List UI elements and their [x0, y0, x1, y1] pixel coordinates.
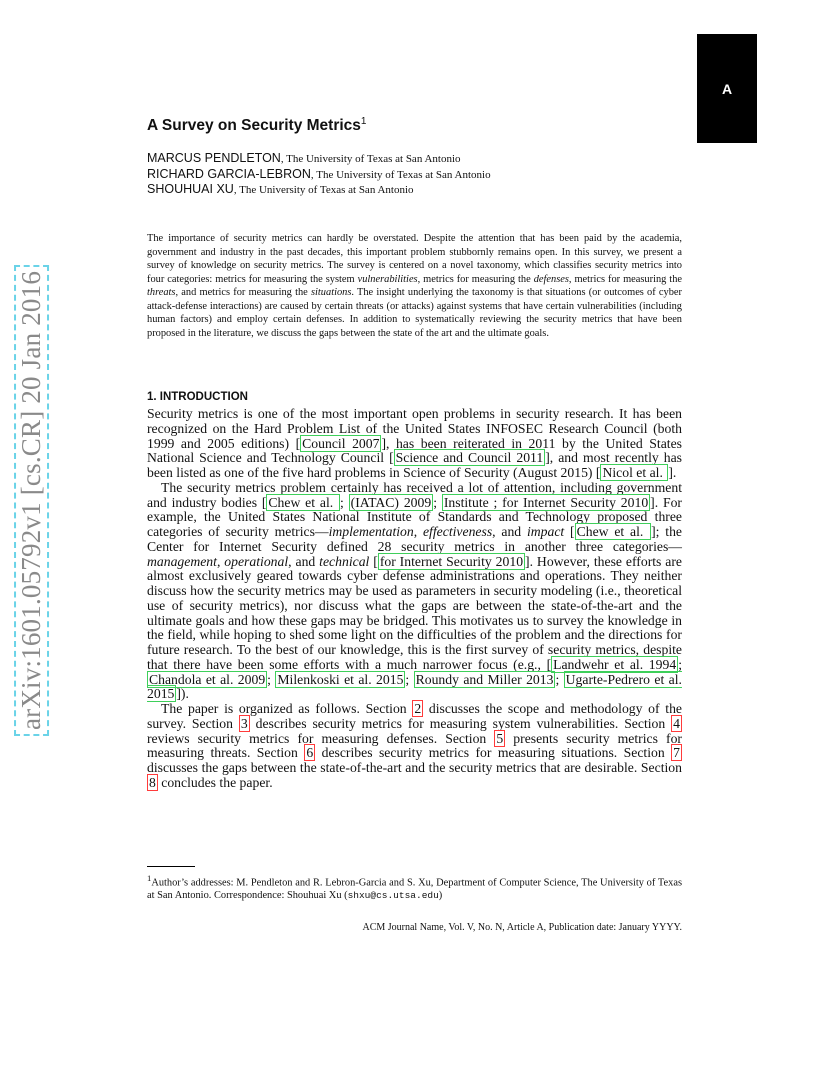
author-list	[147, 151, 682, 198]
text-run: describes security metrics for measuring situations. Section	[315, 745, 672, 761]
abstract-text: , and metrics for measuring the	[175, 287, 311, 298]
emphasis: operational	[224, 553, 289, 569]
author-entry	[147, 151, 682, 167]
author-affiliation: , The University of Texas at San Antonio	[233, 184, 414, 196]
text-run: The paper is organized as follows. Section	[161, 701, 413, 716]
text-run: ;	[555, 671, 564, 687]
footnote-text	[147, 872, 682, 902]
text-run: presents security metrics for measuring threats. Section	[147, 730, 682, 761]
author-entry	[147, 167, 682, 183]
text-run: ;	[678, 656, 682, 672]
citation-link[interactable]: Council 2007	[302, 435, 380, 451]
citation-link[interactable]: Milenkoski et al. 2015	[277, 671, 404, 687]
emphasis: implementation	[328, 524, 414, 539]
text-run: [	[564, 524, 575, 539]
text-run: ], has been reiterated in 2011 by the United States National Science and Technology Council [	[147, 435, 682, 466]
section-ref-link[interactable]: 7	[673, 745, 681, 761]
abstract-text: . The insight underlying the taxonomy is that situations (or outcomes of cyber attack-defense interactions) are caused by certain threats (or attacks) against systems that have certain vulnerabilities (including human factors) and employ certain defenses. In addition to systematically reviewing the security metrics that have been proposed in the literature, we discuss the gaps between the state of the art and the ultimate goals.	[147, 287, 682, 339]
email-address: shxu@cs.utsa.edu	[347, 890, 439, 902]
citation-link[interactable]: Nicol et al.	[602, 465, 667, 480]
title-footnote-mark: 1	[360, 116, 367, 127]
author-affiliation: , The University of Texas at San Antonio	[310, 168, 491, 181]
section-ref-link[interactable]: 3	[240, 715, 248, 731]
text-run: Security metrics is one of the most important open problems in security research. It has been recognized on the Hard Problem List of the United States INFOSEC Research Council (both 1999 and 2005 editions) [	[147, 406, 682, 451]
abstract-emphasis: vulnerabilities	[357, 273, 418, 285]
text-run: describes security metrics for measuring system vulnerabilities. Section	[249, 715, 672, 731]
section-ref-link[interactable]: 8	[149, 774, 156, 790]
text-run: [	[369, 553, 378, 569]
introduction-body	[147, 407, 682, 791]
author-name: RICHARD GARCIA-LEBRON	[147, 166, 311, 181]
author-name: MARCUS PENDLETON	[147, 151, 281, 165]
text-run: ;	[340, 494, 349, 510]
citation-link[interactable]: Chandola et al. 2009	[149, 671, 266, 687]
article-tab	[697, 34, 757, 143]
citation-link[interactable]: Landwehr et al. 1994	[553, 656, 677, 672]
footnote	[147, 872, 682, 902]
text-run: discusses the gaps between the state-of-the-art and the security metrics that are desirable. Section	[147, 760, 682, 775]
text-run: concludes the paper.	[157, 774, 273, 790]
abstract-emphasis: threats	[147, 287, 176, 298]
section-ref-link[interactable]: 6	[306, 745, 314, 761]
citation-link[interactable]: Institute ; for Internet Security 2010	[443, 494, 649, 510]
section-heading: 1. INTRODUCTION	[147, 391, 248, 403]
citation-link[interactable]: Chew et al.	[576, 524, 650, 539]
text-run: discusses the scope and methodology of the survey. Section	[147, 701, 682, 731]
text-run: ,	[413, 524, 423, 539]
text-run: ,	[216, 553, 225, 569]
text-run: ]. For example, the United States National Institute of Standards and Technology proposed three categories of security metrics—	[147, 494, 682, 539]
text-run: ], and most recently has been listed as one of the five hard problems in Science of Security (August 2015) [	[147, 450, 683, 480]
citation-link[interactable]: for Internet Security 2010	[379, 553, 524, 569]
arxiv-stamp	[6, 260, 58, 740]
text-run: , and	[288, 553, 320, 569]
text-run: ]).	[176, 686, 189, 702]
abstract-text: , metrics for measuring the	[417, 273, 534, 285]
journal-footer: ACM Journal Name, Vol. V, No. N, Article A, Publication date: January YYYY.	[362, 922, 682, 933]
abstract-paragraph	[147, 232, 682, 340]
abstract-text: , metrics for measuring the	[568, 273, 682, 285]
citation-link[interactable]: Chew et al.	[268, 494, 339, 510]
paper-title	[147, 116, 682, 135]
title-text: A Survey on Security Metrics	[147, 117, 361, 135]
footnote-mark: 1	[147, 873, 152, 883]
text-run: ].	[668, 465, 677, 480]
citation-link[interactable]: Ugarte-Pedrero et al. 2015	[147, 671, 682, 702]
section-ref-link[interactable]: 2	[414, 701, 422, 716]
author-name: SHOUHUAI XU	[147, 182, 234, 196]
emphasis: management	[147, 553, 217, 569]
arxiv-id: arXiv:1601.05792v1 [cs.CR] 20 Jan 2016	[15, 264, 50, 735]
paragraph	[147, 481, 682, 702]
footnote-rule	[147, 866, 195, 867]
citation-link[interactable]: (IATAC) 2009	[350, 494, 432, 510]
abstract	[147, 232, 682, 340]
citation-link[interactable]: Science and Council 2011	[395, 450, 544, 466]
paragraph	[147, 407, 682, 481]
abstract-text: The importance of security metrics can hardly be overstated. Despite the attention that has been paid by the academia, government and industry in the past decades, this important problem stubbornly remains open. In this survey, we present a survey of knowledge on security metrics. The survey is centered on a novel taxonomy, which classifies security metrics into four categories: metrics for measuring the system	[147, 233, 682, 285]
abstract-emphasis: situations	[310, 287, 352, 298]
section-ref-link[interactable]: 4	[673, 715, 680, 731]
article-letter: A	[721, 80, 733, 97]
section-ref-link[interactable]: 5	[496, 730, 504, 746]
text-run: The security metrics problem certainly has received a lot of attention, including government and industry bodies [	[147, 479, 682, 510]
author-entry	[147, 182, 682, 198]
text-run: reviews security metrics for measuring defenses. Section	[147, 730, 495, 746]
text-run: ;	[433, 494, 442, 510]
author-affiliation: , The University of Texas at San Antonio	[280, 153, 461, 165]
abstract-emphasis: defenses	[533, 273, 569, 285]
text-run: , and	[492, 524, 527, 539]
emphasis: effectiveness	[422, 524, 493, 539]
text-run: ;	[405, 671, 414, 687]
text-run: )	[438, 890, 443, 902]
text-run: Author’s addresses: M. Pendleton and R. Lebron-Garcia and S. Xu, Department of Computer Science, The University of Texas at San Antonio. Correspondence: Shouhuai Xu (	[147, 877, 682, 902]
paragraph	[147, 702, 682, 791]
citation-link[interactable]: Roundy and Miller 2013	[415, 671, 554, 687]
text-run: ]; the Center for Internet Security defined 28 security metrics in another three categories—	[147, 524, 683, 554]
text-run: ;	[267, 671, 276, 687]
text-run: ]. However, these efforts are almost exclusively geared towards cyber defense administrations and operations. They neither discuss how the security metrics may be used as parameters in security modeling (i.e., theoretical use of security metrics), nor discuss what the gaps are between the state-of-the-art and the ultimate goals and how these gaps may be bridged. This motivates us to survey the knowledge in the field, while hoping to shed some light on the difficulties of the problem and the directions for future research. To the best of our knowledge, this is the first survey of security metrics, despite that there have been some efforts with a much narrower focus (e.g., [	[147, 553, 683, 672]
emphasis: technical	[319, 553, 370, 569]
emphasis: impact	[526, 524, 565, 539]
